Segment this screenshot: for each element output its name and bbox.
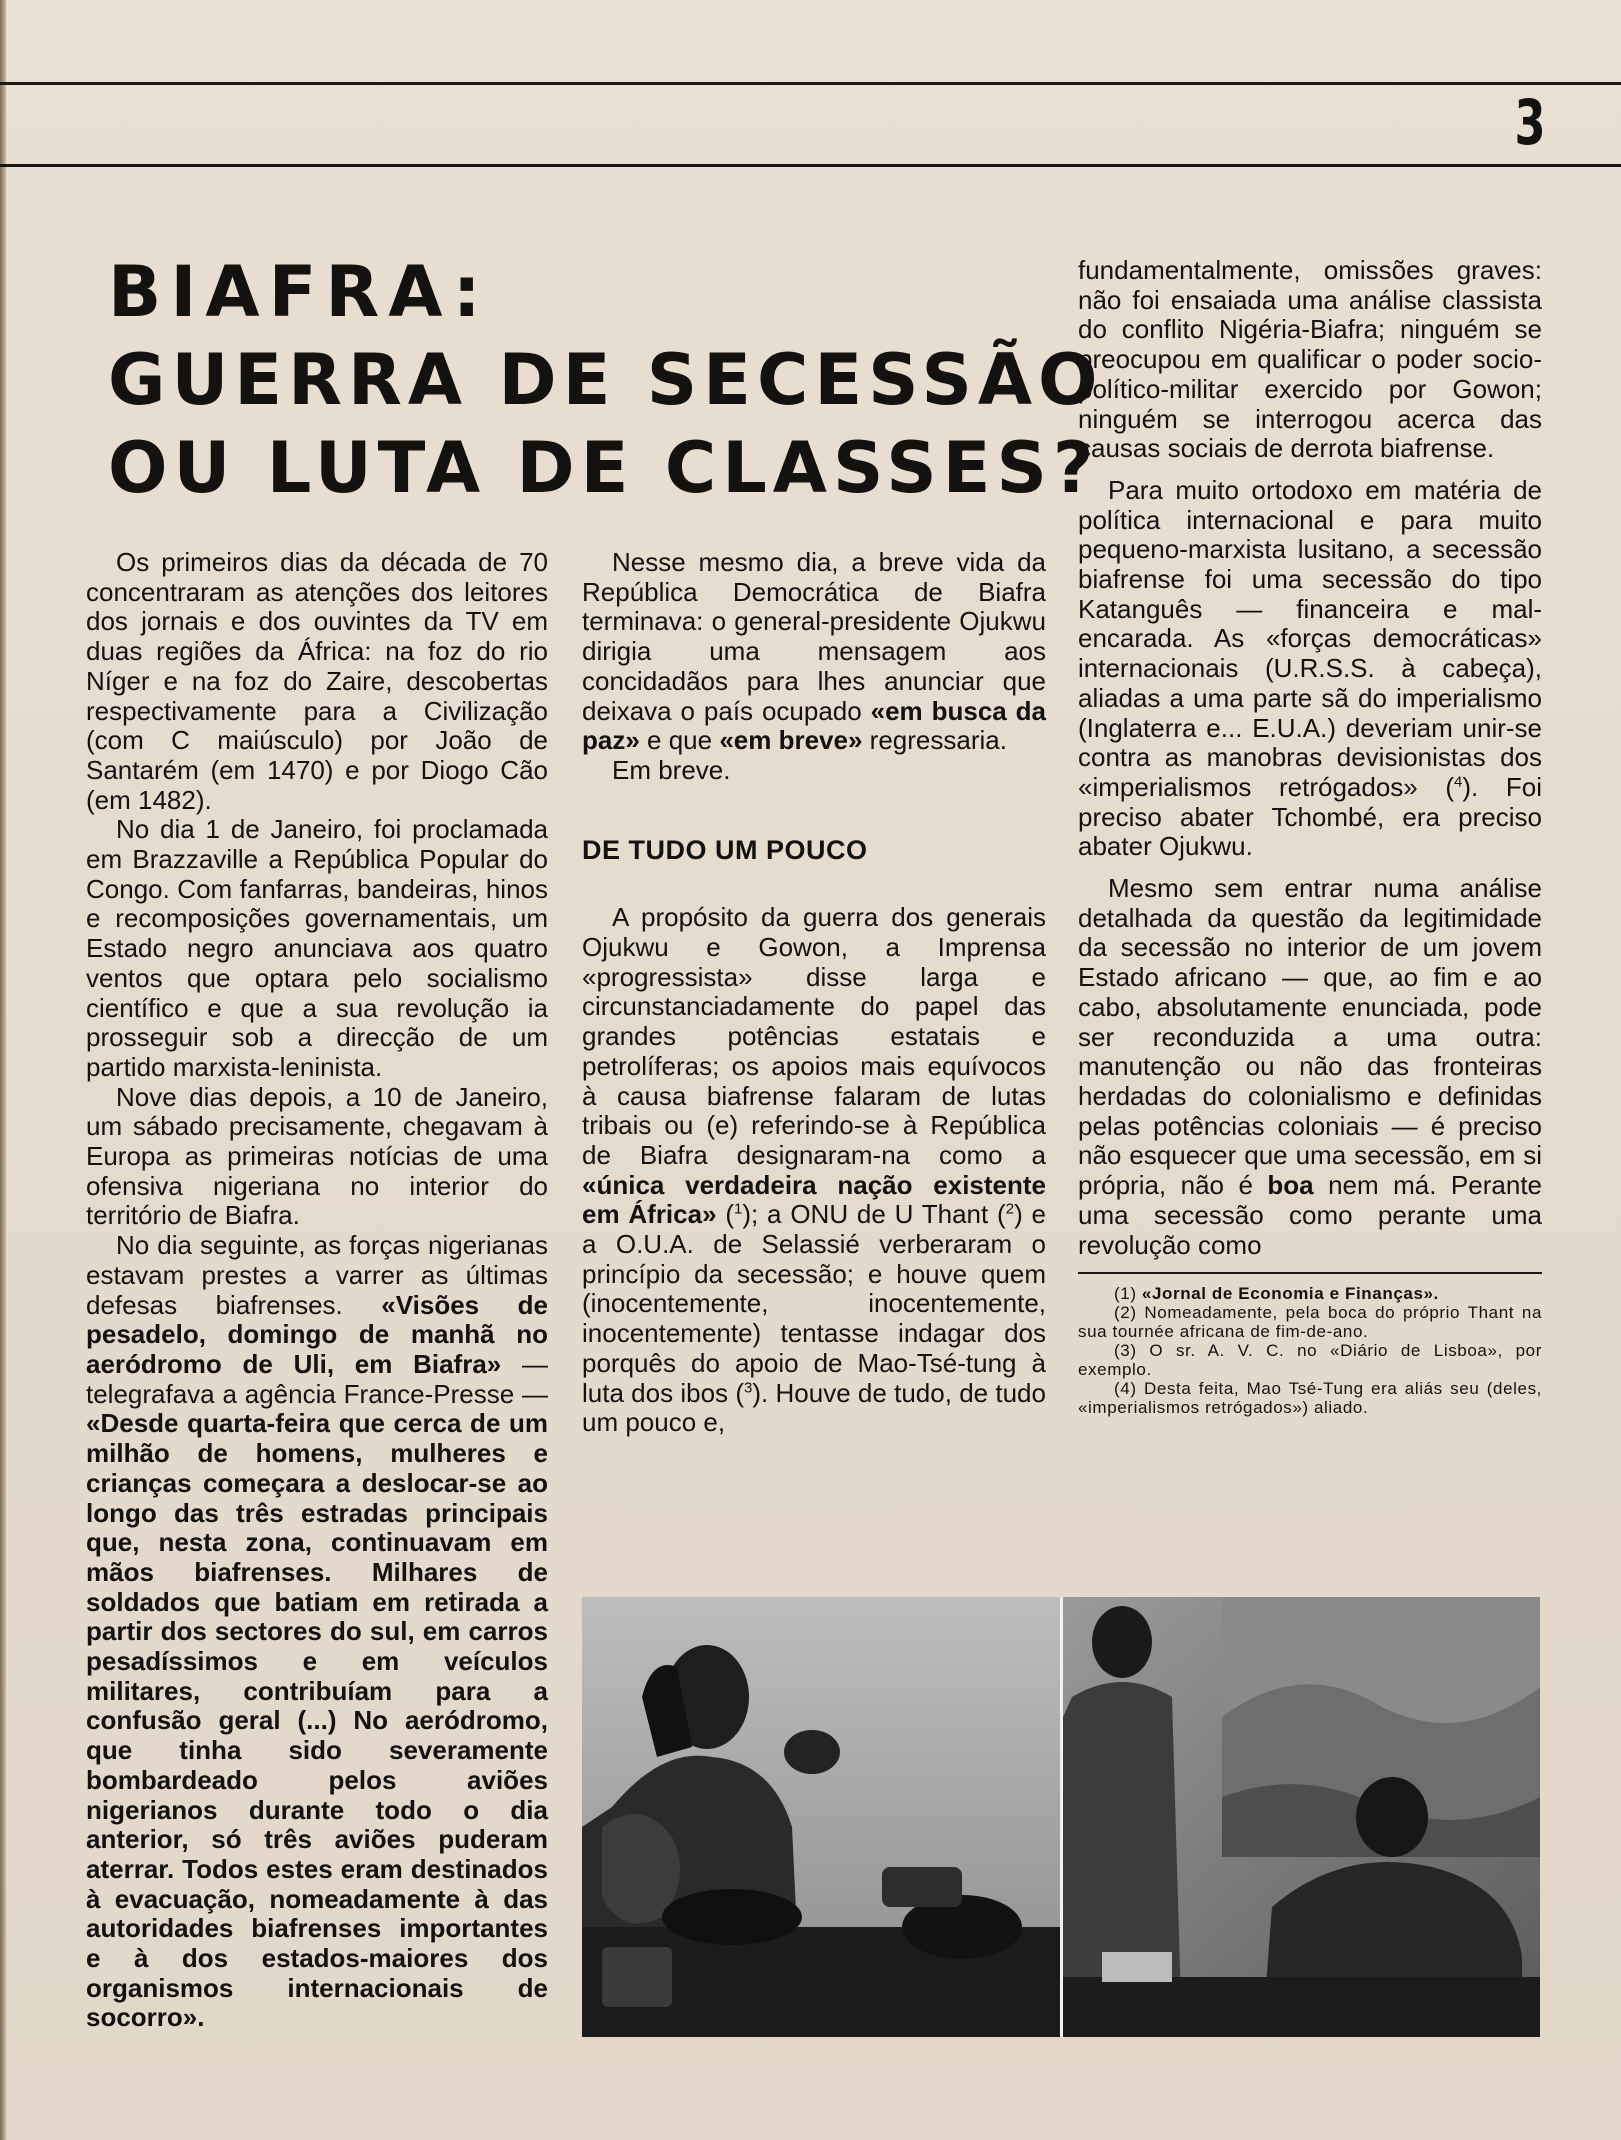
- paragraph: [86, 1231, 548, 2033]
- footnote-text: «Jornal de Economia e Finanças».: [1141, 1284, 1439, 1304]
- text-run: . Foi preciso abater Tchombé, era preciso abater Ojukwu.: [1078, 771, 1542, 862]
- seated-man-head: [1356, 1777, 1428, 1857]
- text-run: . Houve de tudo, de tudo um pouco e,: [582, 1377, 1046, 1438]
- section-subheading: DE TUDO UM POUCO: [582, 834, 868, 865]
- text-run: e a O.U.A. de Selassié verberaram o princípio da secessão; e houve quem (inocentemente, inocentemente, inocentemente) tentasse indagar dos porquês do apoio de Mao-Tsé-tung à luta dos ibos: [582, 1199, 1046, 1408]
- text-run: Nesse mesmo dia, a breve vida da República Democrática de Biafra terminava: o general-presidente Ojukwu dirigia uma mensagem aos concidadãos para lhes anunciar que deixava o país ocupado: [582, 547, 1046, 726]
- header-rule-top: [0, 82, 1621, 85]
- paragraph: fundamentalmente, omissões graves: não foi ensaiada uma análise classista do conflito Nigéria-Biafra; ninguém se preocupou em qualificar o poder socio-político-militar exercido por Gowon; ninguém se interrogou acerca das causas sociais de derrota biafrense.: [1078, 255, 1542, 464]
- footnote-item: [1078, 1303, 1542, 1341]
- title-line-2: GUERRA DE SECESSÃO: [108, 339, 1104, 421]
- footnote-divider: [1078, 1272, 1542, 1274]
- paragraph: [582, 548, 1046, 756]
- article-photograph: [582, 1597, 1540, 2037]
- article-column-2: [582, 548, 1046, 1438]
- page-binding-edge: [0, 0, 6, 2140]
- page-number: 3: [1514, 86, 1546, 159]
- quote-bold: «em breve»: [719, 725, 863, 756]
- article-column-1: [86, 548, 548, 2033]
- photo-illustration: [582, 1597, 1540, 2037]
- text-run: nem má. Perante uma secessão como perante uma revolução como: [1078, 1170, 1542, 1260]
- handset: [784, 1730, 840, 1774]
- paragraph: Em breve.: [612, 754, 731, 785]
- footnote-mark: (1): [1114, 1284, 1137, 1304]
- quote-bold: «em busca da paz»: [582, 695, 1046, 756]
- footnote-mark: (4): [1114, 1379, 1137, 1399]
- footnote-ref: 4: [1454, 773, 1463, 791]
- quote-bold: «Visões de pesadelo, domingo de manhã no aeródromo de Uli, em Biafra»: [86, 1289, 548, 1379]
- text-run: ; a ONU de U Thant: [751, 1199, 998, 1230]
- footnote-text: Desta feita, Mao Tsé-Tung era aliás seu (deles, «imperialismos retrógados») aliado.: [1078, 1379, 1542, 1418]
- footnote-item: [1078, 1284, 1542, 1303]
- footnote-mark: (2): [1114, 1303, 1137, 1323]
- text-run: A propósito da guerra dos generais Ojukwu e Gowon, a Imprensa «progressista» disse larga e circunstanciadamente do papel das grandes potências estatais e petrolíferas; os apoios mais equívocos à causa biafrense falaram de lutas tribais ou (e) referindo-se à República de Biafra designaram-na como a: [582, 902, 1046, 1170]
- text-run: regressaria.: [862, 725, 1007, 756]
- text-run: — telegrafava a agência France-Presse —: [86, 1348, 548, 1409]
- text-run: No dia seguinte, as forças nigerianas estavam prestes a varrer as últimas defesas biafrenses.: [86, 1230, 548, 1320]
- footnote-mark: (3): [1114, 1341, 1137, 1361]
- paragraph: Nove dias depois, a 10 de Janeiro, um sábado precisamente, chegavam à Europa as primeiras notícias de uma ofensiva nigeriana no interior do território de Biafra.: [86, 1081, 548, 1231]
- text-run: Mesmo sem entrar numa análise detalhada da questão da legitimidade da secessão no interior de um jovem Estado africano — que, ao fim e ao cabo, absolutamente enunciada, pode ser reconduzida a uma outra: manutenção ou não das fronteiras herdadas do colonialismo e definidas pelas potências coloniais — é preciso não esquecer que uma secessão, em si própria, não é: [1078, 873, 1542, 1201]
- footnote-ref: 3: [744, 1378, 753, 1396]
- footnotes: [1078, 1284, 1542, 1417]
- paragraph: No dia 1 de Janeiro, foi proclamada em Brazzaville a República Popular do Congo. Com fanfarras, bandeiras, hinos e recomposições governamentais, um Estado negro anunciava aos quatro ventos que optara pelo socialismo científico e que a sua revolução ia prosseguir sob a direcção de um partido marxista-leninista.: [86, 814, 548, 1082]
- article-column-3: [1078, 256, 1542, 1417]
- title-line-3: OU LUTA DE CLASSES?: [108, 427, 1100, 509]
- footnote-ref: 1: [734, 1200, 743, 1218]
- quote-bold: «Desde quarta-feira que cerca de um milhão de homens, mulheres e crianças começara a deslocar-se ao longo das três estradas principais que, nesta zona, continuavam em mãos biafrenses. Milhares de soldados que batiam em retirada a partir dos sectores do sul, em carros pesadíssimos e em veículos militares, contribuíam para a confusão geral (...) No aeródromo, que tinha sido severamente bombardeado pelos aviões nigerianos durante todo o dia anterior, só três aviões puderam aterrar. Todos estes eram destinados à evacuação, nomeadamente à das autoridades biafrenses importantes e à dos estados-maiores dos organismos internacionais de socorro».: [86, 1408, 548, 2033]
- paragraph: A propósito da guerra dos generais Ojukwu e Gowon, a Imprensa «progressista» disse larga e circunstanciadamente do papel das grandes potências estatais e petrolíferas; os apoios mais equívocos à causa biafrense falaram de lutas tribais ou (e) referindo-se à República de Biafra designaram-na como a «única verdadeira nação existente em África» ($^1$); a ONU de U Thant ($^2$) e a O.U.A. de Selassié verberaram o princípio da secessão; e houve quem (inocentemente, inocentemente, inocentemente) tentasse indagar dos porquês do apoio de Mao-Tsé-tung à luta dos ibos ($^3$). Houve de tudo, de tudo um pouco e,: [582, 902, 1046, 1438]
- text-run: e que: [639, 725, 720, 756]
- paper: [1102, 1952, 1172, 1982]
- header-rule-bottom: [0, 164, 1621, 167]
- article-title: [108, 248, 1104, 512]
- footnote-text: Nomeadamente, pela boca do próprio Thant na sua tournée africana de fim-de-ano.: [1078, 1303, 1542, 1342]
- paragraph: Para muito ortodoxo em matéria de política internacional e para muito pequeno-marxista lusitano, a secessão biafrense foi uma secessão do tipo Katanguês — financeira e mal-encarada. As «forças democráticas» internacionais (U.R.S.S. à cabeça), aliadas a uma parte sã do imperialismo (Inglaterra e... E.U.A.) deveriam unir-se contra as manobras devisionistas dos «imperialismos retrógados» ($^4$). Foi preciso abater Tchombé, era preciso abater Ojukwu.: [1078, 474, 1542, 862]
- quote-bold: «única verdadeira nação existente em África»: [582, 1169, 1046, 1230]
- footnote-ref: 2: [1005, 1200, 1015, 1218]
- footnote-text: O sr. A. V. C. no «Diário de Lisboa», por exemplo.: [1078, 1341, 1542, 1380]
- soldier-head: [1092, 1606, 1152, 1678]
- emphasis-bold: boa: [1267, 1170, 1314, 1201]
- title-line-1: BIAFRA:: [108, 251, 490, 333]
- paragraph: [1078, 874, 1542, 1260]
- table: [1063, 1977, 1540, 2037]
- footnote-item: [1078, 1379, 1542, 1417]
- paragraph: Os primeiros dias da década de 70 concentraram as atenções dos leitores dos jornais e dos ouvintes da TV em duas regiões da África: na foz do rio Níger e na foz do Zaire, descobertas respectivamente para a Civilização (com C maiúsculo) por João de Santarém (em 1470) e por Diogo Cão (em 1482).: [86, 547, 548, 815]
- footnote-item: [1078, 1341, 1542, 1379]
- telephone-set: [662, 1889, 802, 1945]
- text-run: Para muito ortodoxo em matéria de política internacional e para muito pequeno-marxista lusitano, a secessão biafrense foi uma secessão do tipo Katanguês — financeira e mal-encarada. As «forças democráticas» internacionais (U.R.S.S. à cabeça), aliadas a uma parte sã do imperialismo (Inglaterra e... E.U.A.) deveriam unir-se contra as manobras devisionistas dos «imperialismos retrógados»: [1078, 474, 1542, 802]
